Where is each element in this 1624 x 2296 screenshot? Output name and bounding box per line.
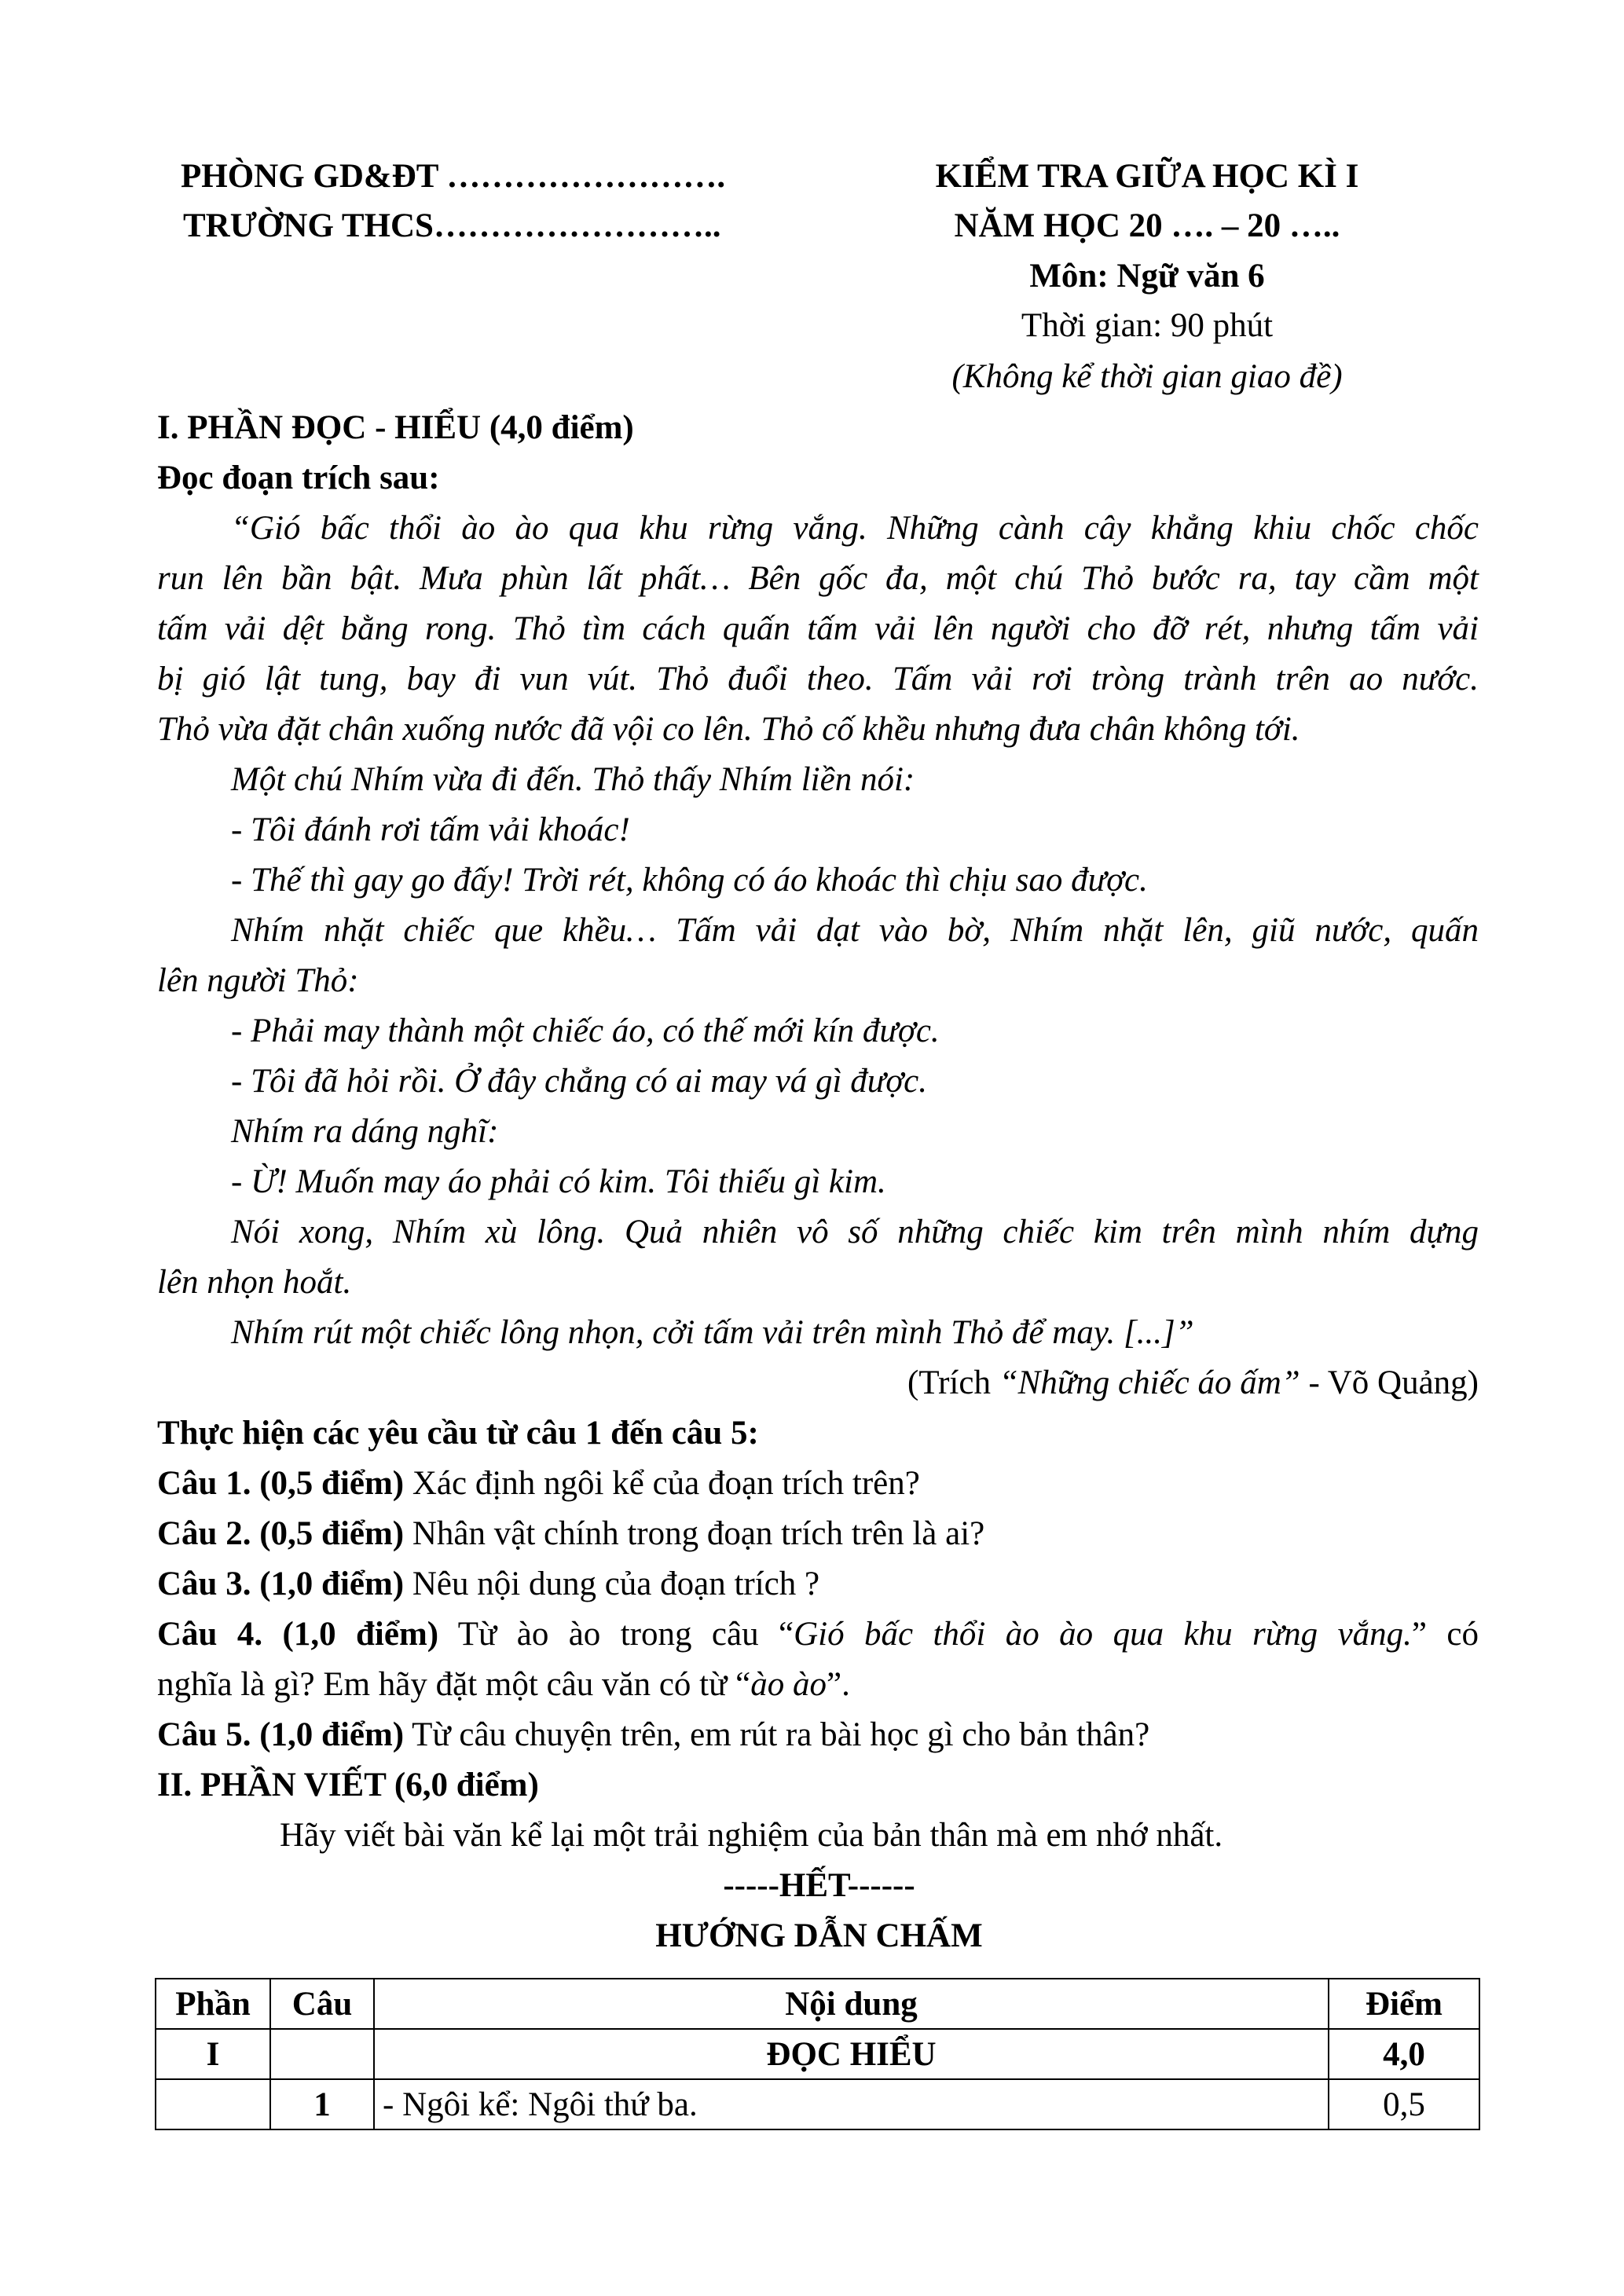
reading-instruction: Đọc đoạn trích sau: xyxy=(157,460,440,496)
passage-line: - Tôi đã hỏi rồi. Ở đây chẳng có ai may vá gì được. xyxy=(231,1063,927,1100)
time-line: Thời gian: 90 phút xyxy=(1021,307,1274,344)
passage-line: Nhím nhặt chiếc que khều… Tấm vải dạt vào bờ, Nhím nhặt lên, giũ nước, quấn xyxy=(231,912,1479,949)
school-year: NĂM HỌC 20 …. – 20 ….. xyxy=(954,207,1340,244)
department-line: PHÒNG GD&ĐT ……………………. xyxy=(181,158,726,195)
passage-line: lên người Thỏ: xyxy=(157,962,359,999)
tasks-heading: Thực hiện các yêu cầu từ câu 1 đến câu 5: xyxy=(157,1415,759,1452)
cell-content: - Ngôi kể: Ngôi thứ ba. xyxy=(374,2079,1329,2129)
passage-line: bị gió lật tung, bay đi vun vút. Thỏ đuổi theo. Tấm vải rơi tròng trành trên ao nước. xyxy=(157,661,1479,698)
cell-content: ĐỌC HIỂU xyxy=(374,2029,1329,2079)
column-header: Phần xyxy=(156,1979,270,2029)
question-5: Câu 5. (1,0 điểm) Từ câu chuyện trên, em rút ra bài học gì cho bản thân? xyxy=(157,1716,1150,1753)
cell-part xyxy=(156,2079,270,2129)
passage-line: “Gió bấc thổi ào ào qua khu rừng vắng. Những cành cây khẳng khiu chốc chốc xyxy=(231,510,1479,547)
column-header: Nội dung xyxy=(374,1979,1329,2029)
passage-line: - Thế thì gay go đấy! Trời rét, không có áo khoác thì chịu sao được. xyxy=(231,862,1148,899)
cell-score: 4,0 xyxy=(1329,2029,1479,2079)
part1-heading: I. PHẦN ĐỌC - HIỂU (4,0 điểm) xyxy=(157,409,634,446)
passage-line: Một chú Nhím vừa đi đến. Thỏ thấy Nhím liền nói: xyxy=(231,761,915,798)
question-1: Câu 1. (0,5 điểm) Xác định ngôi kể của đoạn trích trên? xyxy=(157,1465,920,1502)
column-header: Điểm xyxy=(1329,1979,1479,2029)
question-4: Câu 4. (1,0 điểm) Từ ào ào trong câu “Gió bấc thổi ào ào qua khu rừng vắng.” có xyxy=(157,1616,1479,1653)
exam-title: KIỂM TRA GIỮA HỌC KÌ I xyxy=(935,158,1359,195)
table-row xyxy=(156,2029,1479,2079)
subject-line: Môn: Ngữ văn 6 xyxy=(1029,258,1265,295)
passage-line: - Ừ! Muốn may áo phải có kim. Tôi thiếu gì kim. xyxy=(231,1163,886,1200)
cell-question xyxy=(270,2029,374,2079)
passage-line: - Tôi đánh rơi tấm vải khoác! xyxy=(231,811,630,848)
passage-line: tấm vải dệt bằng rong. Thỏ tìm cách quấn tấm vải lên người cho đỡ rét, nhưng tấm vải xyxy=(157,610,1479,647)
grading-title: HƯỚNG DẪN CHẤM xyxy=(655,1917,983,1954)
grading-table xyxy=(155,1978,1480,2130)
passage-line: Nhím ra dáng nghĩ: xyxy=(231,1113,499,1150)
passage-source: (Trích “Những chiếc áo ấm” - Võ Quảng) xyxy=(907,1364,1479,1401)
end-mark: -----HẾT------ xyxy=(723,1867,915,1904)
time-note: (Không kể thời gian giao đề) xyxy=(951,358,1343,395)
writing-prompt: Hãy viết bài văn kể lại một trải nghiệm của bản thân mà em nhớ nhất. xyxy=(280,1817,1223,1854)
cell-question: 1 xyxy=(270,2079,374,2129)
question-4-continued: nghĩa là gì? Em hãy đặt một câu văn có từ “ào ào”. xyxy=(157,1666,850,1703)
passage-line: Thỏ vừa đặt chân xuống nước đã vội co lên. Thỏ cố khều nhưng đưa chân không tới. xyxy=(157,711,1300,748)
passage-line: run lên bần bật. Mưa phùn lất phất… Bên gốc đa, một chú Thỏ bước ra, tay cầm một xyxy=(157,560,1479,597)
passage-line: Nhím rút một chiếc lông nhọn, cởi tấm vải trên mình Thỏ để may. [...]” xyxy=(231,1314,1194,1351)
school-line: TRƯỜNG THCS…………………….. xyxy=(183,207,721,244)
column-header: Câu xyxy=(270,1979,374,2029)
table-row xyxy=(156,2079,1479,2129)
passage-line: - Phải may thành một chiếc áo, có thế mới kín được. xyxy=(231,1013,940,1049)
cell-score: 0,5 xyxy=(1329,2079,1479,2129)
table-header-row xyxy=(156,1979,1479,2029)
passage-line: lên nhọn hoắt. xyxy=(157,1264,352,1301)
part2-heading: II. PHẦN VIẾT (6,0 điểm) xyxy=(157,1767,539,1803)
passage-line: Nói xong, Nhím xù lông. Quả nhiên vô số những chiếc kim trên mình nhím dựng xyxy=(231,1214,1479,1251)
cell-part: I xyxy=(156,2029,270,2079)
question-2: Câu 2. (0,5 điểm) Nhân vật chính trong đoạn trích trên là ai? xyxy=(157,1515,985,1552)
question-3: Câu 3. (1,0 điểm) Nêu nội dung của đoạn trích ? xyxy=(157,1565,820,1602)
